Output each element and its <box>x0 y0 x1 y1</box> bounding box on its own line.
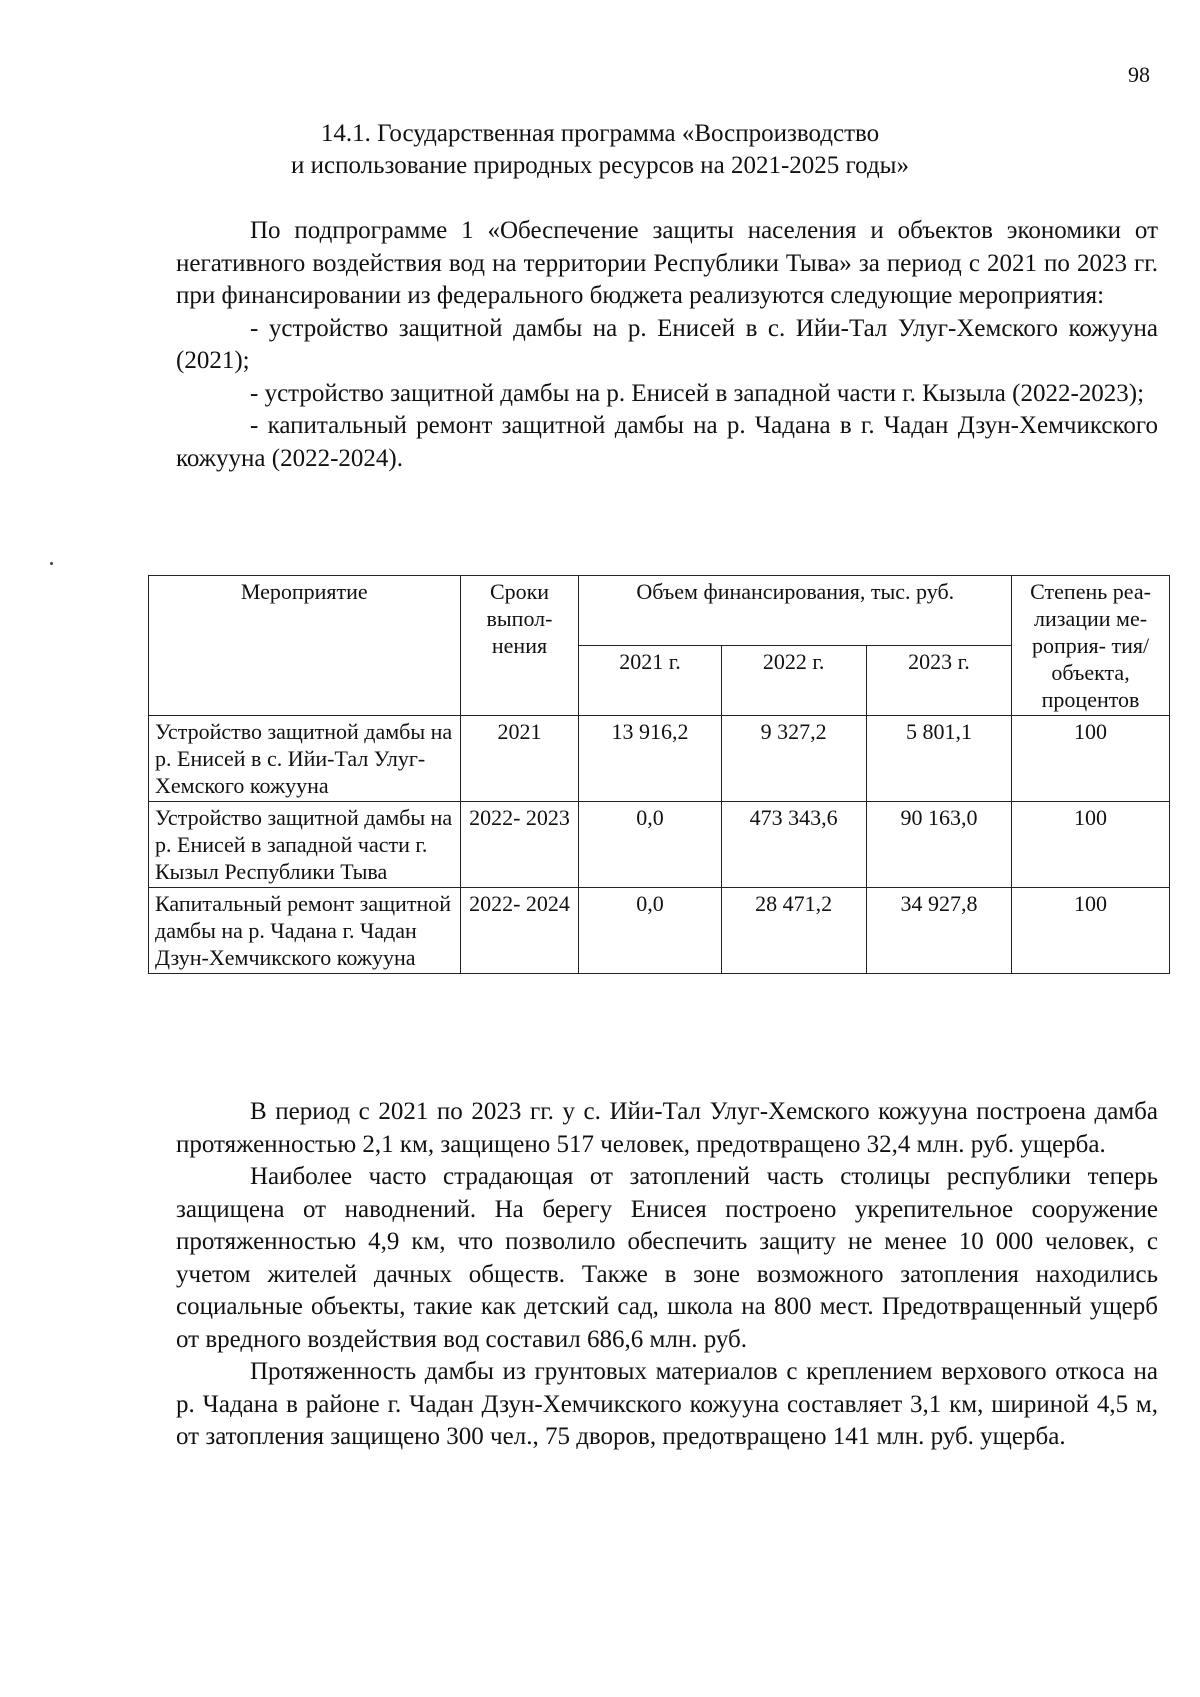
table-row <box>149 802 1170 888</box>
cell-2023: 90 163,0 <box>866 802 1011 888</box>
results-paragraph-3: Протяженность дамбы из грунтовых материалов с креплением верхового откоса на р. Чадана в районе г. Чадан Дзун-Хемчикского кожууна составляет 3,1 км, шириной 4,5 м, от затопления защищено 300 чел., 75 дворов, предотвращено 141 млн. руб. ущерба. <box>176 1358 1158 1450</box>
results-paragraph-2: Наиболее часто страдающая от затоплений часть столицы республики теперь защищена от наводнений. На берегу Енисея построено укрепительное сооружение протяженностью 4,9 км, что позволило обеспечить защиту не менее 10 000 человек, с учетом жителей дачных обществ. Также в зоне возможного затопления находились социальные объекты, такие как детский сад, школа на 800 мест. Предотвращенный ущерб от вредного воздействия вод составил 686,6 млн. руб. <box>176 1163 1158 1353</box>
header-degree: Степень реа- лизации ме- роприя- тия/объекта, процентов <box>1012 576 1170 716</box>
page-number: 98 <box>1128 62 1150 87</box>
section-title-line-2: и использование природных ресурсов на 2021-2025 годы» <box>291 152 909 179</box>
cell-2022: 9 327,2 <box>721 716 866 802</box>
header-event: Мероприятие <box>149 576 461 716</box>
cell-2021: 0,0 <box>579 802 721 888</box>
table-row <box>149 716 1170 802</box>
cell-2022: 473 343,6 <box>721 802 866 888</box>
intro-section <box>176 215 1158 475</box>
intro-item-3: - капитальный ремонт защитной дамбы на р. Чадана в г. Чадан Дзун-Хемчикского кожууна (2022-2024). <box>176 412 1158 472</box>
cell-degree: 100 <box>1012 716 1170 802</box>
results-section <box>176 1096 1158 1454</box>
cell-2023: 34 927,8 <box>866 888 1011 974</box>
header-year-2023: 2023 г. <box>866 646 1011 716</box>
cell-term: 2022- 2024 <box>460 888 579 974</box>
table-row <box>149 888 1170 974</box>
cell-2022: 28 471,2 <box>721 888 866 974</box>
header-year-2021: 2021 г. <box>579 646 721 716</box>
cell-event: Устройство защитной дамбы на р. Енисей в западной части г. Кызыл Республики Тыва <box>149 802 461 888</box>
cell-term: 2022- 2023 <box>460 802 579 888</box>
header-year-2022: 2022 г. <box>721 646 866 716</box>
cell-2021: 0,0 <box>579 888 721 974</box>
intro-item-1: - устройство защитной дамбы на р. Енисей в с. Ийи-Тал Улуг-Хемского кожууна (2021); <box>176 314 1158 374</box>
cell-event: Капитальный ремонт защитной дамбы на р. Чадана г. Чадан Дзун-Хемчикского кожууна <box>149 888 461 974</box>
scan-speck <box>50 562 53 565</box>
cell-term: 2021 <box>460 716 579 802</box>
cell-2023: 5 801,1 <box>866 716 1011 802</box>
cell-event: Устройство защитной дамбы на р. Енисей в с. Ийи-Тал Улуг-Хемского кожууна <box>149 716 461 802</box>
intro-item-2: - устройство защитной дамбы на р. Енисей в западной части г. Кызыла (2022-2023); <box>250 379 1145 407</box>
cell-degree: 100 <box>1012 888 1170 974</box>
table-header-row <box>149 576 1170 646</box>
cell-degree: 100 <box>1012 802 1170 888</box>
intro-paragraph: По подпрограмме 1 «Обеспечение защиты населения и объектов экономики от негативного воздействия вод на территории Республики Тыва» за период с 2021 по 2023 гг. при финансировании из федерального бюджета реализуются следующие мероприятия: <box>176 217 1158 309</box>
section-title-line-1: 14.1. Государственная программа «Воспроизводство <box>320 120 880 147</box>
section-title <box>0 118 1200 182</box>
header-term: Сроки выпол- нения <box>460 576 579 716</box>
results-paragraph-1: В период с 2021 по 2023 гг. у с. Ийи-Тал Улуг-Хемского кожууна построена дамба протяженностью 2,1 км, защищено 517 человек, предотвращено 32,4 млн. руб. ущерба. <box>176 1098 1158 1158</box>
funding-table <box>148 575 1170 974</box>
cell-2021: 13 916,2 <box>579 716 721 802</box>
header-funding: Объем финансирования, тыс. руб. <box>579 576 1012 646</box>
